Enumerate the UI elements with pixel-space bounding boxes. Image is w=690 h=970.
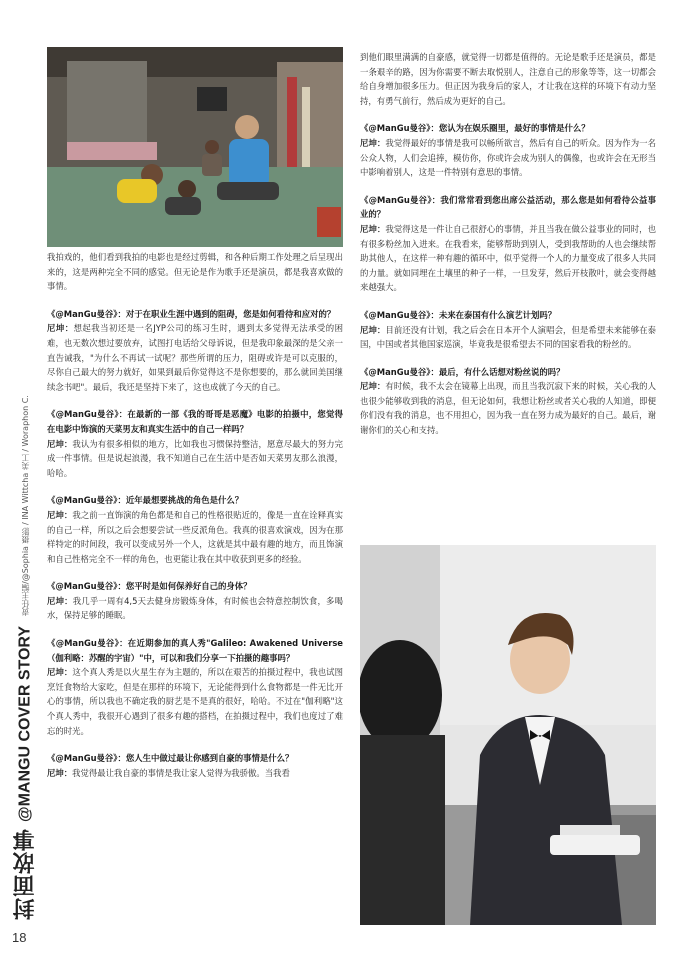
answer-label: 尼坤：: [47, 595, 73, 606]
article-left-column: [47, 250, 343, 930]
qa-block: [360, 121, 656, 179]
answer-label: 尼坤：: [360, 381, 386, 392]
answer: 我几乎一周有4,5天去健身房锻炼身体，有时候也会特意控制饮食，多喝水，保持足够的睡眠。: [47, 595, 343, 621]
question: 《@ManGu曼谷》：在最新的一部《我的哥哥是恶魔》电影的拍摄中，您觉得在电影中饰演的天菜男友和真实生活中的自己一样吗？: [47, 409, 343, 434]
photo-room-scene: [47, 47, 343, 247]
vertical-header: [10, 160, 41, 920]
qa-block: [47, 493, 343, 566]
qa-block: [360, 193, 656, 295]
answer-label: 尼坤：: [47, 509, 73, 520]
photo-interview-portrait: [360, 545, 656, 925]
question: 《@ManGu曼谷》：对于在职业生涯中遇到的阻碍，您是如何看待和应对的？: [47, 308, 336, 319]
answer-label: 尼坤：: [360, 223, 386, 234]
answer-label: 尼坤：: [360, 324, 386, 335]
section-title-en: @MANGU COVER STORY: [16, 625, 34, 822]
answer-label: 尼坤：: [47, 323, 74, 334]
question: 《@ManGu曼谷》：您平时是如何保养好自己的身体？: [47, 581, 252, 592]
question: 《@ManGu曼谷》：最后，有什么话想对粉丝说的吗？: [360, 366, 565, 377]
answer: 我觉得这是一件让自己很舒心的事情，并且当我在做公益事业的同时，也有很多粉丝加入进来。在我看来，能够帮助到别人，受到我帮助的人也会继续帮助其他人，在这样一种有趣的循环中，似乎觉得一个人的力量变成了很多人共同的力量。就如同埋在土壤里的种子一样，一旦发芽，然后开枝散叶，就会变得越来越强大。: [360, 223, 656, 293]
qa-block: [47, 407, 343, 480]
qa-block: [47, 751, 343, 780]
page-number: 18: [12, 930, 27, 945]
answer-label: 尼坤：: [47, 767, 73, 778]
article-right-column: [360, 50, 656, 540]
qa-block: [47, 579, 343, 623]
question: 《@ManGu曼谷》：您人生中做过最让你感到自豪的事情是什么？: [47, 753, 294, 764]
section-title-cn: 封面故事: [13, 828, 38, 920]
answer-label: 尼坤：: [47, 438, 73, 449]
sidebar: [0, 160, 44, 920]
credits: 责任主编/@Sophia 摄影 / INA Wittcha 美工 / Woraphon C.: [21, 395, 30, 616]
qa-block: [360, 365, 656, 438]
question: 《@ManGu曼谷》：在近期参加的真人秀"Galileo: Awakened Universe（伽利略：苏醒的宇宙）"中，可以和我们分享一下拍摄的趣事吗？: [47, 638, 343, 663]
answer-label: 尼坤：: [47, 667, 73, 678]
qa-block: [47, 307, 343, 395]
answer: 想起我当初还是一名JYP公司的练习生时，遇到太多觉得无法承受的困难，也无数次想过要放弃，试图打电话给父母诉说，但是我印象最深的是父亲一直告诫我，"为什么不再试一试呢？那些所谓的压力，阻碍或许是可以克服的，尽你自己最大的努力就好，如果到最后你觉得这不是你想要的，那么就回美国继续念书吧"。最后，我还是坚持下来了，这也成就了今天的自己。: [47, 323, 343, 392]
qa-block: [47, 636, 343, 738]
paragraph-intro: 我拍戏的，他们看到我拍的电影也是经过剪辑，和各种后期工作处理之后呈现出来的，这是两种完全不同的感觉。但无论是作为歌手还是演员，都是我喜欢做的事情。: [47, 252, 343, 292]
answer-label: 尼坤：: [360, 137, 386, 148]
photo-portrait-illustration: [360, 545, 656, 925]
photo-room-illustration: [47, 47, 343, 247]
qa-block: [360, 308, 656, 352]
answer: 我认为有很多相似的地方，比如我也习惯保持整洁，愿意尽最大的努力完成一件事情。但是说起浪漫，我不知道自己在生活中是否如天菜男友那么浪漫，哈哈。: [47, 438, 343, 478]
question: 《@ManGu曼谷》：您认为在娱乐圈里，最好的事情是什么？: [360, 123, 590, 134]
paragraph-intro: 到他们眼里满满的自豪感，就觉得一切都是值得的。无论是歌手还是演员，都是一条艰辛的路，因为你需要不断去取悦别人，注意自己的形象等等，这一切都会给自身增加很多压力。但正因为我身后的家人，才让我在这样的环境下有动力坚持，有勇气前行，然后成为更好的自己。: [360, 52, 656, 106]
answer: 有时候，我不太会在镜幕上出现，而且当我沉寂下来的时候，关心我的人也很少能够收到我的消息，但无论如何，我想让粉丝或者关心我的人知道，即便你们没有我的消息，也不用担心，因为我一直在努力成为最好的自己。最后，谢谢你们的关心和支持。: [360, 381, 656, 436]
answer: 我觉得最好的事情是我可以畅所欲言，然后有自己的听众。因为作为一名公众人物，人们会追捧，模仿你，你或许会成为别人的偶像，也或许会在无形当中影响着别人，这是一件特别有意思的事情。: [360, 137, 656, 178]
question: 《@ManGu曼谷》：近年最想要挑战的角色是什么？: [47, 495, 244, 506]
answer: 这个真人秀是以火星生存为主题的，所以在艰苦的拍摄过程中，我也试图烹饪食物给大家吃，但是在那样的环境下，无论能得到什么食物都是一件无比开心的事情，所以我也不确定我的厨艺是不是真的很好，哈哈。不过在"伽利略"这个真人秀中，我很开心遇到了很多有趣的搭档，在拍摄过程中，我们也度过了难忘的时光。: [47, 667, 343, 736]
answer: 我觉得最让我自豪的事情是我让家人觉得为我骄傲。当我看: [72, 767, 290, 778]
answer: 目前还没有计划，我之后会在日本开个人演唱会，但是希望未来能够在泰国，中国或者其他国家巡演，毕竟我是很希望去不同的国家看我的粉丝的。: [360, 324, 656, 350]
question: 《@ManGu曼谷》：未来在泰国有什么演艺计划吗？: [360, 309, 557, 320]
answer: 我之前一直饰演的角色都是和自己的性格很贴近的，像是一直在诠释真实的自己一样，所以之后会想要尝试一些反派角色。我真的很喜欢演戏，因为在那样特定的时间段，我可以变成另外一个人，这就是其中最有趣的地方，而且饰演和自己性格完全不一样的角色，也更能让我在其中收获到更多的经验。: [47, 509, 343, 564]
question: 《@ManGu曼谷》：我们常常看到您出席公益活动，那么您是如何看待公益事业的？: [360, 194, 656, 220]
